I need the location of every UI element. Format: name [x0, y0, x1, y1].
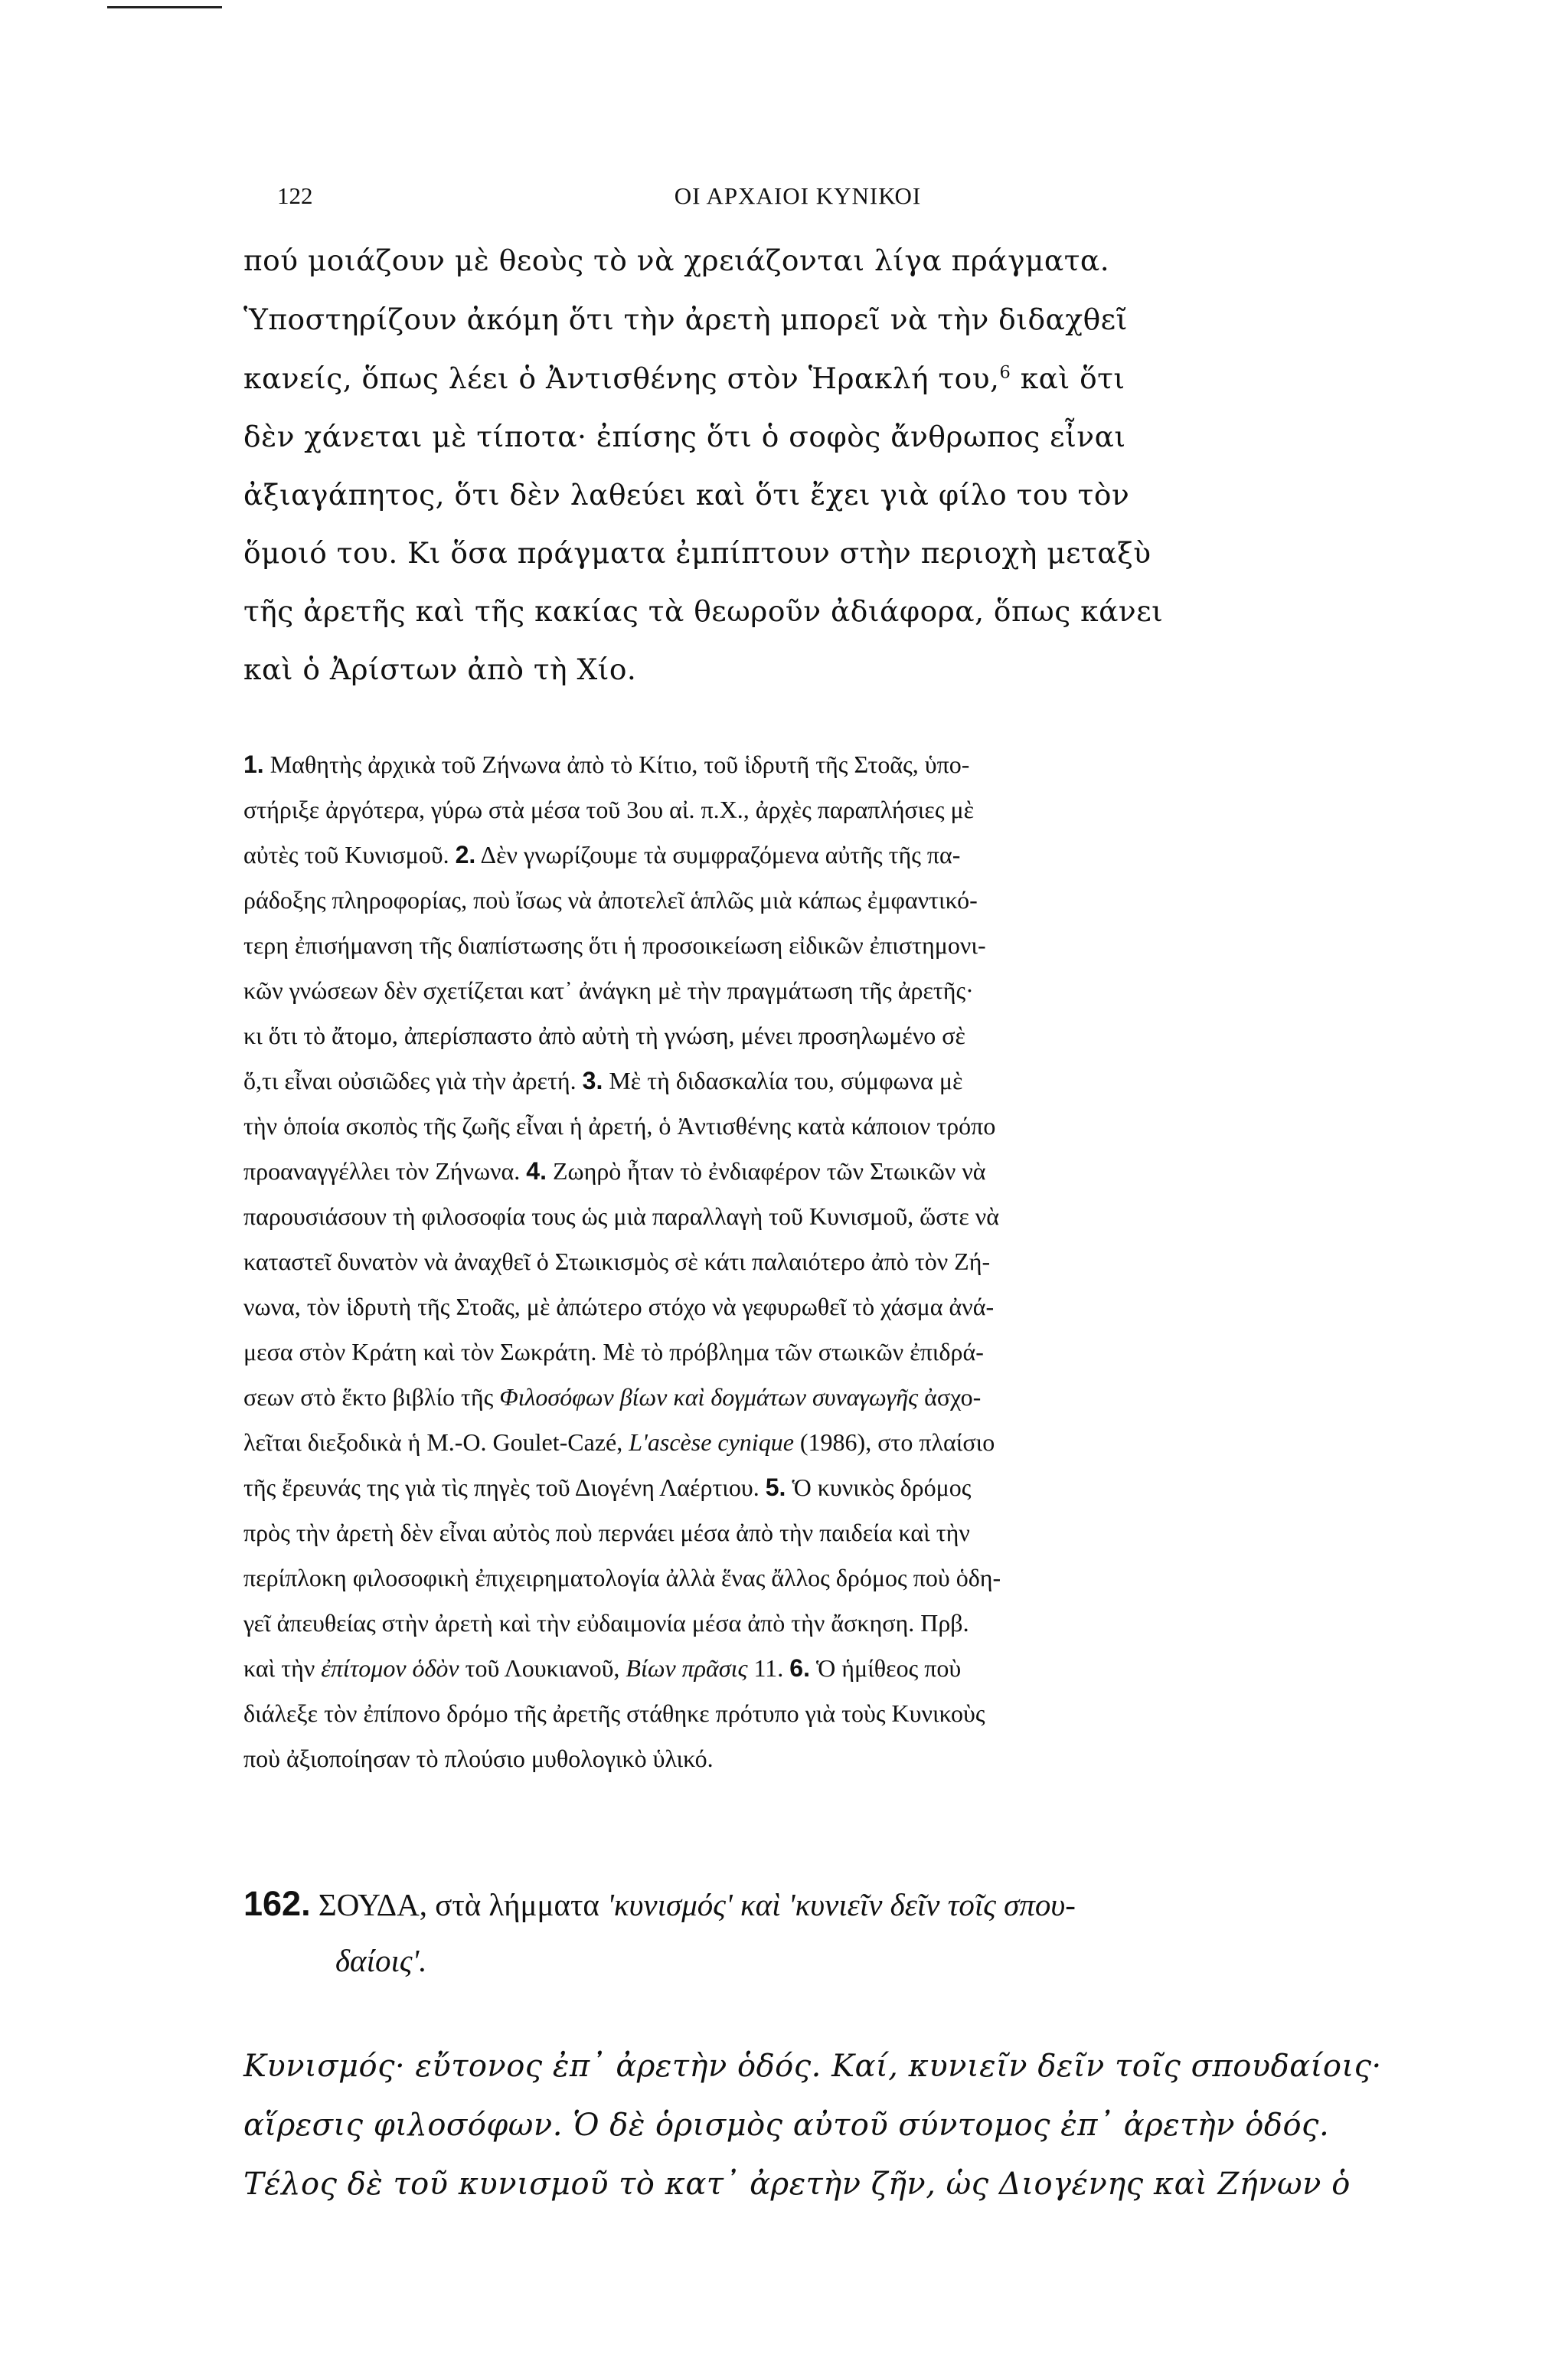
note-line: γεῖ ἀπευθείας στὴν ἀρετὴ καὶ τὴν εὐδαιμονία μέσα ἀπὸ τὴν ἄσκηση. Πρβ.	[243, 1609, 969, 1637]
note-text: Ὁ κυνικὸς δρόμος	[786, 1474, 972, 1501]
note-text: τῆς ἔρευνάς της γιὰ τὶς πηγὲς τοῦ Διογένη Λαέρτιου.	[243, 1474, 766, 1501]
main-text-line: καὶ ὁ Ἀρίστων ἀπὸ τὴ Χίο.	[243, 653, 637, 686]
note-line: κι ὅτι τὸ ἄτομο, ἀπερίσπαστο ἀπὸ αὐτὴ τὴ γνώση, μένει προσηλωμένο σὲ	[243, 1022, 965, 1049]
note-line	[243, 1654, 1438, 1683]
entry-number: 162.	[243, 1884, 311, 1923]
note-line: νωνα, τὸν ἱδρυτὴ τῆς Στοᾶς, μὲ ἀπώτερο στόχο νὰ γεφυρωθεῖ τὸ χάσμα ἀνά-	[243, 1293, 995, 1320]
note-number: 3.	[582, 1067, 603, 1094]
note-text: καὶ τὴν	[243, 1654, 322, 1682]
note-text: Ὁ ἡμίθεος ποὺ	[809, 1654, 962, 1682]
note-line: περίπλοκη φιλοσοφικὴ ἐπιχειρηματολογία ἀλλὰ ἕνας ἄλλος δρόμος ποὺ ὁδη-	[243, 1564, 1001, 1591]
note-line	[243, 751, 1438, 779]
note-line	[243, 1428, 1438, 1457]
footnote-marker: 6	[999, 362, 1011, 383]
note-line	[243, 841, 1438, 869]
entry-heading-italic: δαίοις'.	[335, 1943, 427, 1978]
note-line	[243, 1067, 1438, 1095]
note-text: Ζωηρὸ ἦταν τὸ ἐνδιαφέρον τῶν Στωικῶν νὰ	[546, 1157, 986, 1185]
note-line: διάλεξε τὸν ἐπίπονο δρόμο τῆς ἀρετῆς στάθηκε πρότυπο γιὰ τοὺς Κυνικοὺς	[243, 1699, 985, 1727]
note-text: ἀσχο-	[918, 1383, 982, 1411]
quote-line: αἵρεσις φιλοσόφων. Ὁ δὲ ὁρισμὸς αὐτοῦ σύντομος ἐπ᾽ ἀρετὴν ὁδός.	[243, 2108, 1330, 2143]
note-line	[243, 1383, 1438, 1411]
note-text: σεων στὸ ἕκτο βιβλίο τῆς	[243, 1383, 500, 1411]
note-line: καταστεῖ δυνατὸν νὰ ἀναχθεῖ ὁ Στωικισμὸς σὲ κάτι παλαιότερο ἀπὸ τὸν Ζή-	[243, 1248, 991, 1275]
note-line: τὴν ὁποία σκοπὸς τῆς ζωῆς εἶναι ἡ ἀρετή, ὁ Ἀντισθένης κατὰ κάποιον τρόπο	[243, 1112, 996, 1140]
note-number: 2.	[455, 841, 476, 868]
note-text: Μαθητὴς ἀρχικὰ τοῦ Ζήνωνα ἀπὸ τὸ Κίτιο, τοῦ ἱδρυτῆ τῆς Στοᾶς, ὑπο-	[263, 751, 970, 778]
main-text-line: δὲν χάνεται μὲ τίποτα· ἐπίσης ὅτι ὁ σοφὸς ἄνθρωπος εἶναι	[243, 420, 1126, 453]
running-header	[277, 182, 1318, 213]
note-text: (1986), στο πλαίσιο	[793, 1428, 995, 1456]
main-text-line: τῆς ἀρετῆς καὶ τῆς κακίας τὰ θεωροῦν ἀδιάφορα, ὅπως κάνει	[243, 594, 1164, 628]
note-text: Μὲ τὴ διδασκαλία του, σύμφωνα μὲ	[603, 1067, 963, 1094]
note-line: μεσα στὸν Κράτη καὶ τὸν Σωκράτη. Μὲ τὸ πρόβλημα τῶν στωικῶν ἐπιδρά-	[243, 1338, 984, 1366]
main-text-line: πού μοιάζουν μὲ θεοὺς τὸ νὰ χρειάζονται λίγα πράγματα.	[243, 244, 1110, 277]
entry-heading-text: ΣΟΥΔΑ, στὰ λήμματα	[310, 1887, 608, 1922]
scan-edge-line	[107, 6, 222, 8]
note-text: τοῦ Λουκιανοῦ,	[459, 1654, 626, 1682]
italic-title: L'ascèse cynique	[629, 1428, 794, 1456]
italic-title: Βίων πρᾶσις	[626, 1654, 748, 1682]
main-text-segment: καὶ ὅτι	[1011, 361, 1125, 395]
quote-line: Κυνισμός· εὔτονος ἐπ᾽ ἀρετὴν ὁδός. Καί, κυνιεῖν δεῖν τοῖς σπουδαίοις·	[243, 2049, 1382, 2084]
entry-heading-continuation	[335, 1942, 1530, 1979]
note-line: στήριξε ἀργότερα, γύρω στὰ μέσα τοῦ 3ου αἰ. π.Χ., ἀρχὲς παραπλήσιες μὲ	[243, 796, 975, 823]
quote-line: Τέλος δὲ τοῦ κυνισμοῦ τὸ κατ᾽ ἀρετὴν ζῆν, ὡς Διογένης καὶ Ζήνων ὁ	[243, 2167, 1351, 2202]
note-line: κῶν γνώσεων δὲν σχετίζεται κατ᾽ ἀνάγκη μὲ τὴν πραγμάτωση τῆς ἀρετῆς·	[243, 976, 974, 1004]
main-text-line: ὅμοιό του. Κι ὅσα πράγματα ἐμπίπτουν στὴν περιοχὴ μεταξὺ	[243, 536, 1152, 570]
entry-heading-italic: 'κυνισμός' καὶ 'κυνιεῖν δεῖν τοῖς σπου-	[607, 1887, 1076, 1922]
note-number: 1.	[243, 751, 264, 778]
note-text: Δὲν γνωρίζουμε τὰ συμφραζόμενα αὐτῆς τῆς πα-	[475, 841, 961, 868]
note-line	[243, 1474, 1438, 1502]
main-text-line: ἀξιαγάπητος, ὅτι δὲν λαθεύει καὶ ὅτι ἔχει γιὰ φίλο του τὸν	[243, 478, 1130, 512]
note-line: ράδοξης πληροφορίας, ποὺ ἴσως νὰ ἀποτελεῖ ἁπλῶς μιὰ κάπως ἐμφαντικό-	[243, 886, 978, 914]
note-text: προαναγγέλλει τὸν Ζήνωνα.	[243, 1157, 527, 1185]
main-text-line: Ὑποστηρίζουν ἀκόμη ὅτι τὴν ἀρετὴ μπορεῖ νὰ τὴν διδαχθεῖ	[243, 303, 1128, 336]
italic-title: ἐπίτομον ὁδὸν	[321, 1654, 459, 1682]
note-line: πρὸς τὴν ἀρετὴ δὲν εἶναι αὐτὸς ποὺ περνάει μέσα ἀπὸ τὴν παιδεία καὶ τὴν	[243, 1519, 970, 1546]
note-text: ὅ,τι εἶναι οὐσιῶδες γιὰ τὴν ἀρετή.	[243, 1067, 583, 1094]
entry-heading	[243, 1884, 1438, 1924]
note-line: τερη ἐπισήμανση τῆς διαπίστωσης ὅτι ἡ προσοικείωση εἰδικῶν ἐπιστημονι-	[243, 931, 986, 959]
note-text: 11.	[747, 1654, 790, 1682]
note-line: ποὺ ἀξιοποίησαν τὸ πλούσιο μυθολογικὸ ὑλικό.	[243, 1745, 714, 1772]
main-text-segment: κανείς, ὅπως λέει ὁ Ἀντισθένης στὸν Ἡρακλή του,	[243, 361, 1000, 395]
note-number: 4.	[526, 1157, 547, 1185]
running-title: ΟΙ ΑΡΧΑΙΟΙ ΚΥΝΙΚΟΙ	[674, 182, 922, 209]
italic-title: Φιλοσόφων βίων καὶ δογμάτων συναγωγῆς	[499, 1383, 919, 1411]
note-number: 6.	[789, 1654, 810, 1682]
main-text-line	[243, 361, 1438, 395]
note-text: λεῖται διεξοδικὰ ἡ M.-O. Goulet-Cazé,	[243, 1428, 629, 1456]
note-text: αὐτὲς τοῦ Κυνισμοῦ.	[243, 841, 456, 868]
note-line: παρουσιάσουν τὴ φιλοσοφία τους ὡς μιὰ παραλλαγὴ τοῦ Κυνισμοῦ, ὥστε νὰ	[243, 1202, 999, 1230]
page-number: 122	[277, 182, 313, 209]
note-number: 5.	[765, 1474, 786, 1501]
note-line	[243, 1157, 1438, 1186]
